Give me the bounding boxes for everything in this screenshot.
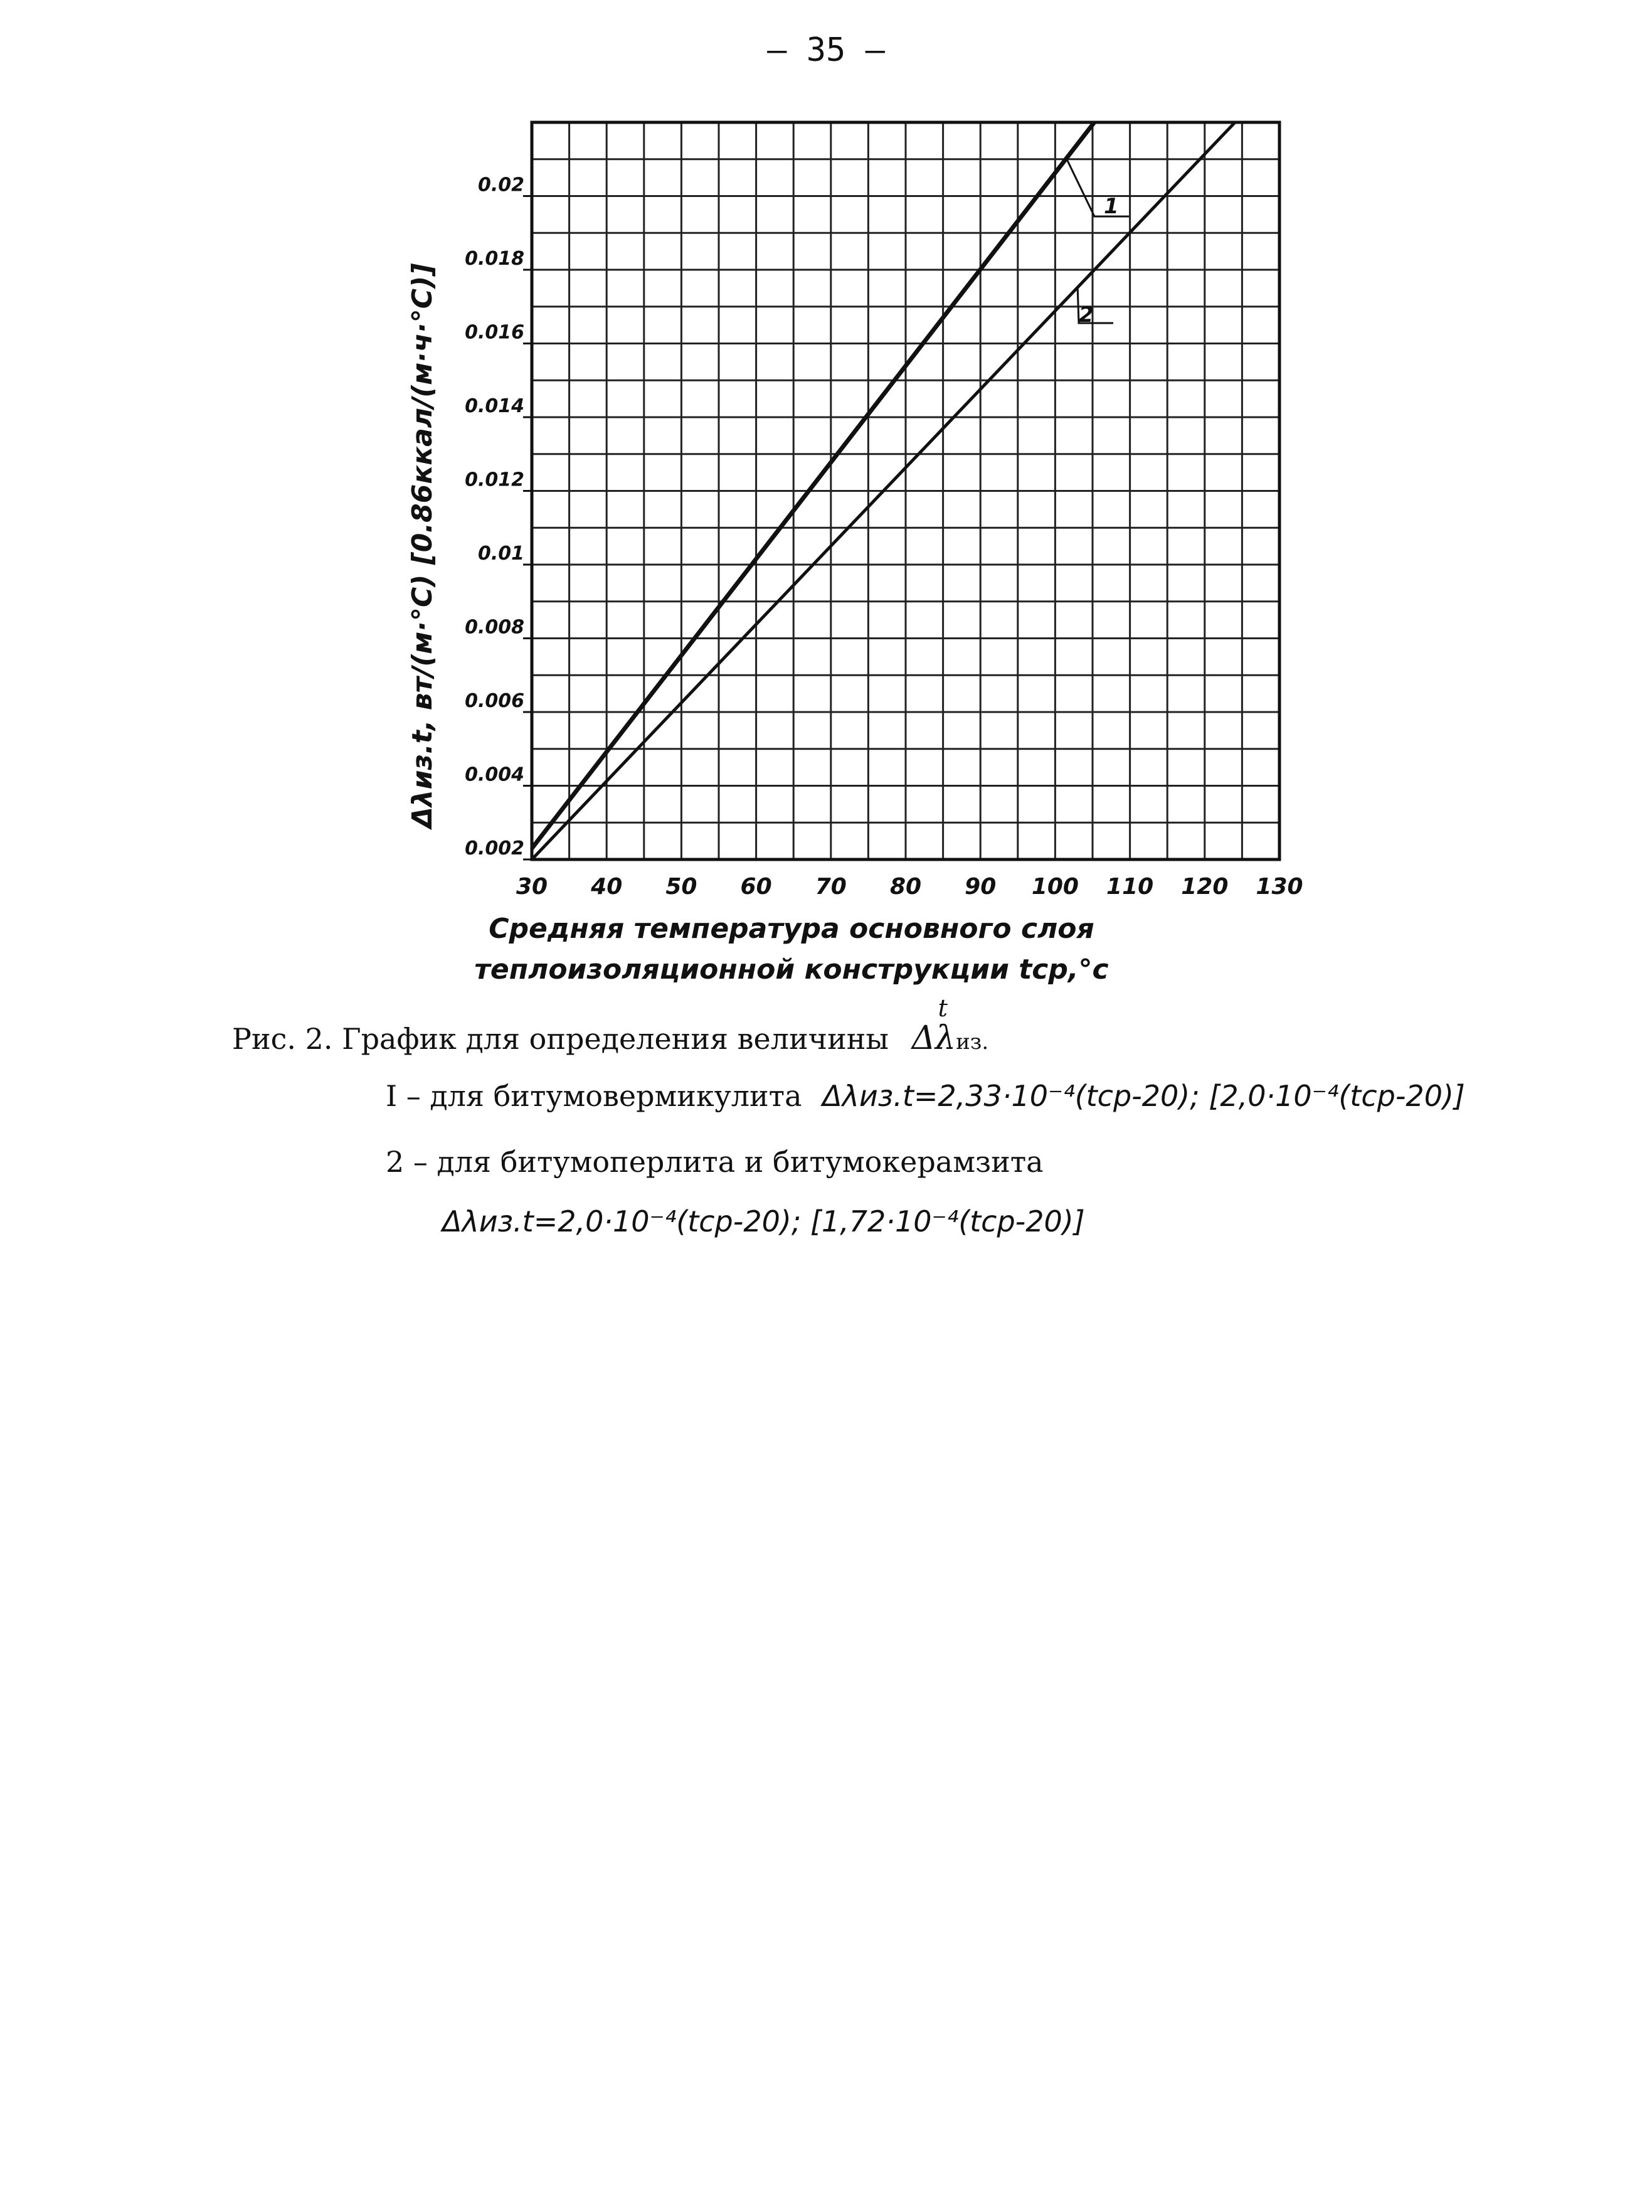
- series-label-2: 2: [1079, 302, 1094, 327]
- caption-title: Рис. 2. График для определения величины: [232, 1022, 889, 1056]
- y-tick-label: 0.018: [465, 248, 524, 270]
- chart: [0, 0, 1652, 1066]
- y-tick-label: 0.01: [477, 543, 524, 565]
- x-tick-labels: [516, 874, 1303, 900]
- x-tick-label: 70: [815, 874, 847, 900]
- y-tick-label: 0.014: [465, 395, 524, 417]
- x-tick-label: 100: [1031, 874, 1079, 900]
- x-tick-label: 60: [740, 874, 772, 900]
- caption-item-1-text: I – для битумовермикулита: [386, 1079, 802, 1113]
- caption-item-2: [386, 1145, 1044, 1179]
- series-line-1: [532, 115, 1100, 848]
- y-tick-label: 0.016: [465, 321, 524, 344]
- caption-item-1-formula: Δλиз.t=2,33·10⁻⁴(tср-20); [2,0·10⁻⁴(tср-20)]: [822, 1079, 1465, 1113]
- x-tick-label: 30: [516, 874, 548, 900]
- series-lines: [532, 115, 1242, 859]
- chart-grid: [532, 122, 1279, 859]
- caption-title-sub: из.: [956, 1029, 989, 1055]
- caption-item-2-formula: Δλиз.t=2,0·10⁻⁴(tср-20); [1,72·10⁻⁴(tср-20)]: [442, 1204, 1085, 1238]
- caption-item-2-text: 2 – для битумоперлита и битумокерамзита: [386, 1145, 1044, 1179]
- caption-title-row: [232, 994, 989, 1057]
- y-tick-label: 0.008: [465, 616, 524, 639]
- caption-item-1: [386, 1079, 1465, 1113]
- x-tick-label: 50: [665, 874, 697, 900]
- series-line-2: [532, 115, 1242, 859]
- x-tick-label: 90: [965, 874, 997, 900]
- series-label-leader: [1066, 158, 1129, 216]
- x-tick-label: 40: [591, 874, 623, 900]
- caption-title-sup: t: [938, 994, 948, 1022]
- caption-title-lambda: Δλ: [911, 1019, 956, 1057]
- x-axis-title-line1: Средняя температура основного слоя: [489, 913, 1094, 945]
- x-tick-label: 120: [1181, 874, 1229, 900]
- caption-title-symbol: [911, 994, 989, 1057]
- x-tick-label: 130: [1256, 874, 1303, 900]
- y-tick-label: 0.006: [465, 690, 524, 712]
- y-tick-label: 0.004: [465, 763, 524, 786]
- y-tick-label: 0.002: [465, 837, 524, 859]
- x-axis-title-line2: теплоизоляционной конструкции tср,°с: [474, 954, 1109, 986]
- page-number: – 35 –: [767, 31, 885, 69]
- y-tick-label: 0.02: [477, 174, 524, 196]
- x-tick-label: 80: [889, 874, 922, 900]
- y-tick-labels: [465, 174, 532, 860]
- y-axis-title: Δλиз.t, вт/(м·°С) [0.86ккал/(м·ч·°С)]: [406, 263, 438, 829]
- y-tick-label: 0.012: [465, 469, 524, 491]
- series-label-1: 1: [1104, 194, 1119, 219]
- x-tick-label: 110: [1106, 874, 1154, 900]
